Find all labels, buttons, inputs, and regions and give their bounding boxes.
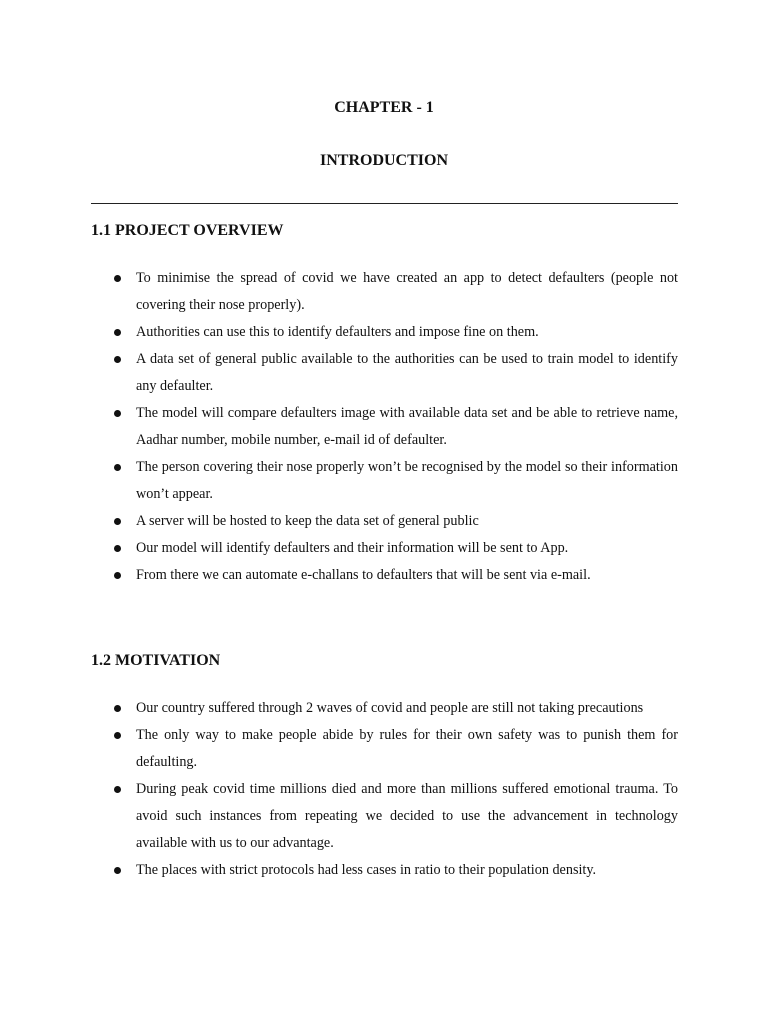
list-item-text: Our country suffered through 2 waves of covid and people are still not taking precautions [136, 700, 644, 716]
list-item-text: To minimise the spread of covid we have created an app to detect defaulters (people not covering their nose properly). [136, 270, 678, 313]
list-item-text: During peak covid time millions died and more than millions suffered emotional trauma. To avoid such instances from repeating we decided to use the advancement in technology available with us to our advantage. [136, 781, 678, 851]
horizontal-rule [91, 203, 678, 204]
list-item [91, 776, 678, 857]
bullet-icon [114, 275, 121, 282]
bullet-icon [114, 329, 121, 336]
bullet-icon [114, 705, 121, 712]
list-item [91, 562, 678, 589]
list-item [91, 319, 678, 346]
list-item [91, 454, 678, 508]
section-project-overview [91, 220, 678, 589]
list-item-text: Our model will identify defaulters and their information will be sent to App. [136, 540, 569, 556]
list-item [91, 508, 678, 535]
bullet-icon [114, 732, 121, 739]
bullet-icon [114, 410, 121, 417]
list-item-text: From there we can automate e-challans to defaulters that will be sent via e-mail. [136, 567, 591, 583]
bullet-icon [114, 572, 121, 579]
bullet-icon [114, 356, 121, 363]
bullet-list [91, 265, 678, 589]
chapter-label: CHAPTER - 1 [334, 99, 434, 116]
list-item-text: A data set of general public available to the authorities can be used to train model to identify any defaulter. [136, 351, 678, 394]
bullet-icon [114, 545, 121, 552]
list-item-text: A server will be hosted to keep the data set of general public [136, 513, 479, 529]
bullet-icon [114, 464, 121, 471]
list-item-text: The model will compare defaulters image with available data set and be able to retrieve name, Aadhar number, mobile number, e-mail id of defaulter. [136, 405, 678, 448]
section-motivation [91, 650, 678, 884]
list-item [91, 346, 678, 400]
list-item [91, 400, 678, 454]
section-heading: 1.1 PROJECT OVERVIEW [91, 222, 284, 239]
list-item [91, 695, 678, 722]
list-item-text: The only way to make people abide by rules for their own safety was to punish them for defaulting. [136, 727, 678, 770]
list-item-text: Authorities can use this to identify defaulters and impose fine on them. [136, 324, 539, 340]
list-item-text: The places with strict protocols had less cases in ratio to their population density. [136, 862, 597, 878]
list-item [91, 722, 678, 776]
section-heading: 1.2 MOTIVATION [91, 652, 221, 669]
chapter-title: INTRODUCTION [319, 152, 448, 169]
list-item [91, 857, 678, 884]
bullet-icon [114, 518, 121, 525]
bullet-list [91, 695, 678, 884]
list-item [91, 265, 678, 319]
list-item-text: The person covering their nose properly won’t be recognised by the model so their information won’t appear. [136, 459, 678, 502]
list-item [91, 535, 678, 562]
bullet-icon [114, 786, 121, 793]
bullet-icon [114, 867, 121, 874]
